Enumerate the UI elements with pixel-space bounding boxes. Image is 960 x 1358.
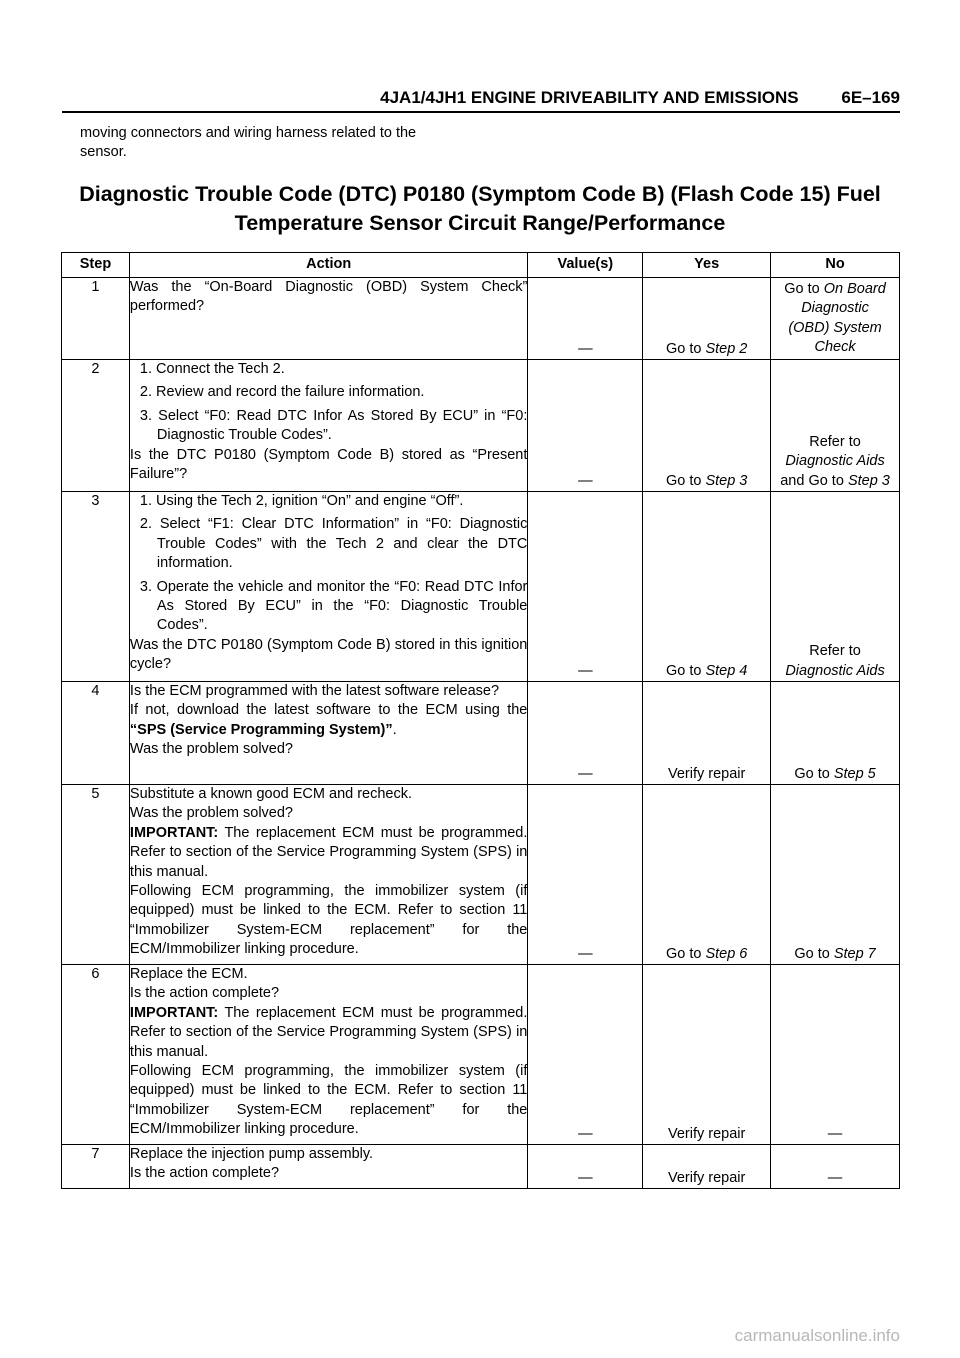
step-number: 2: [62, 360, 130, 492]
title-line: Diagnostic Trouble Code (DTC) P0180 (Symptom Code B) (Flash Code 15) Fuel: [79, 182, 881, 206]
action-text: Is the ECM programmed with the latest software release?: [129, 683, 500, 699]
intro-line: moving connectors and wiring harness related to the: [80, 125, 417, 141]
action-question: Was the DTC P0180 (Symptom Code B) stored in this ignition cycle?: [129, 636, 528, 673]
table-row: [62, 1145, 900, 1189]
step-number: 7: [62, 1145, 130, 1189]
header-values: Value(s): [528, 253, 643, 278]
action-cell: [129, 785, 527, 965]
step-number: 3: [62, 492, 130, 682]
table-header-row: [62, 253, 900, 278]
intro-text: [80, 124, 500, 162]
action-item: 1. Using the Tech 2, ignition “On” and engine “Off”.: [139, 493, 464, 509]
step-number: 5: [62, 785, 130, 965]
header-action: Action: [129, 253, 527, 278]
value-cell: —: [528, 785, 643, 965]
important-note: [130, 824, 527, 882]
action-question: Is the action complete?: [129, 1165, 280, 1182]
header-no: No: [771, 253, 900, 278]
step-link[interactable]: Step 2: [705, 340, 748, 357]
no-cell: [771, 682, 900, 785]
yes-cell: [643, 785, 771, 965]
action-question: Was the problem solved?: [129, 741, 293, 758]
section-title: [60, 180, 900, 238]
action-text: Replace the ECM.: [129, 966, 248, 982]
obd-check-link[interactable]: Diagnostic: [801, 300, 869, 317]
watermark: carmanualsonline.info: [734, 1326, 900, 1345]
page-header: [62, 88, 900, 113]
yes-cell: [643, 360, 771, 492]
table-row: [62, 785, 900, 965]
action-text: Was the “On-Board Diagnostic (OBD) System Check” performed?: [129, 279, 528, 315]
go-to-text: Go to: [665, 472, 702, 489]
step-link[interactable]: Step 3: [847, 472, 890, 489]
action-question: Was the problem solved?: [129, 805, 293, 822]
document-title: 4JA1/4JH1 ENGINE DRIVEABILITY AND EMISSIONS: [380, 88, 799, 107]
immobilizer-note: Following ECM programming, the immobilizer system (if equipped) must be linked to the ECM. Refer to section 11 “Immobilizer System-ECM replacement” for the ECM/Immobilizer linking procedure.: [129, 883, 528, 958]
action-cell: [129, 682, 527, 785]
no-cell: [771, 278, 900, 360]
diagnostic-aids-link[interactable]: Diagnostic Aids: [785, 453, 885, 470]
yes-cell: [643, 278, 771, 360]
diagnostic-aids-link[interactable]: Diagnostic Aids: [785, 662, 885, 679]
obd-check-link[interactable]: On Board: [823, 281, 886, 297]
step-link[interactable]: Step 5: [833, 765, 876, 782]
step-link[interactable]: Step 7: [833, 945, 876, 962]
step-link[interactable]: Step 4: [705, 662, 748, 679]
step-link[interactable]: Step 3: [705, 472, 748, 489]
step-number: 6: [62, 965, 130, 1145]
go-to-text: Go to: [665, 945, 702, 962]
action-item: 2. Select “F1: Clear DTC Information” in “F0: Diagnostic Trouble Codes” with the Tech 2 and clear the DTC information.: [139, 516, 528, 572]
period: .: [392, 721, 397, 738]
action-item: 1. Connect the Tech 2.: [139, 361, 285, 377]
important-note: [130, 1004, 527, 1062]
obd-check-link[interactable]: Check: [814, 339, 856, 356]
action-cell: [129, 965, 527, 1145]
step-number: 4: [62, 682, 130, 785]
action-text: Substitute a known good ECM and recheck.: [129, 786, 413, 802]
no-cell: —: [771, 1145, 900, 1189]
yes-cell: Verify repair: [643, 965, 771, 1145]
intro-line: sensor.: [80, 144, 127, 160]
important-text: The replacement ECM must be programmed. Refer to section of the Service Programming System (SPS) in this manual.: [129, 1004, 528, 1060]
go-to-text: Go to: [784, 281, 820, 297]
action-cell: [129, 278, 527, 360]
and-go-to-text: and Go to: [780, 472, 844, 489]
obd-check-link[interactable]: (OBD) System: [788, 319, 882, 336]
action-text-part: If not, download the latest software to the ECM using the: [129, 702, 528, 719]
value-cell: —: [528, 1145, 643, 1189]
no-cell: [771, 492, 900, 682]
value-cell: —: [528, 682, 643, 785]
step-link[interactable]: Step 6: [705, 945, 748, 962]
refer-to-text: Refer to: [809, 433, 861, 450]
step-number: 1: [62, 278, 130, 360]
action-question: Is the action complete?: [129, 985, 280, 1002]
action-cell: [129, 1145, 527, 1189]
value-cell: —: [528, 492, 643, 682]
immobilizer-note: Following ECM programming, the immobilizer system (if equipped) must be linked to the ECM. Refer to section 11 “Immobilizer System-ECM replacement” for the ECM/Immobilizer linking procedure.: [129, 1063, 528, 1138]
action-text: Replace the injection pump assembly.: [129, 1146, 374, 1162]
title-line: Temperature Sensor Circuit Range/Performance: [234, 211, 726, 235]
action-item: 3. Select “F0: Read DTC Infor As Stored By ECU” in “F0: Diagnostic Trouble Codes”.: [139, 407, 528, 444]
table-row: [62, 965, 900, 1145]
no-cell: [771, 785, 900, 965]
page-number: 6E–169: [841, 88, 900, 107]
no-cell: —: [771, 965, 900, 1145]
action-item: 2. Review and record the failure information.: [139, 384, 425, 401]
important-label: IMPORTANT:: [129, 824, 219, 841]
action-cell: [129, 492, 527, 682]
table-row: [62, 492, 900, 682]
yes-cell: [643, 492, 771, 682]
important-label: IMPORTANT:: [129, 1004, 219, 1021]
go-to-text: Go to: [665, 662, 702, 679]
table-row: [62, 360, 900, 492]
value-cell: —: [528, 278, 643, 360]
go-to-text: Go to: [665, 340, 702, 357]
action-text: [130, 701, 527, 740]
refer-to-text: Refer to: [809, 643, 861, 660]
table-row: [62, 278, 900, 360]
important-text: The replacement ECM must be programmed. Refer to section of the Service Programming System (SPS) in this manual.: [129, 824, 528, 880]
header-step: Step: [62, 253, 130, 278]
sps-reference: “SPS (Service Programming System)”: [129, 721, 393, 738]
action-question: Is the DTC P0180 (Symptom Code B) stored as “Present Failure”?: [129, 446, 528, 483]
yes-cell: Verify repair: [643, 1145, 771, 1189]
go-to-text: Go to: [794, 945, 830, 962]
table-row: [62, 682, 900, 785]
action-cell: [129, 360, 527, 492]
header-yes: Yes: [643, 253, 771, 278]
value-cell: —: [528, 360, 643, 492]
no-cell: [771, 360, 900, 492]
yes-cell: Verify repair: [643, 682, 771, 785]
diagnostic-table: [61, 252, 900, 1189]
value-cell: —: [528, 965, 643, 1145]
go-to-text: Go to: [794, 765, 830, 782]
action-item: 3. Operate the vehicle and monitor the “F0: Read DTC Infor As Stored By ECU” in the “F0: Diagnostic Trouble Codes”.: [139, 578, 528, 634]
